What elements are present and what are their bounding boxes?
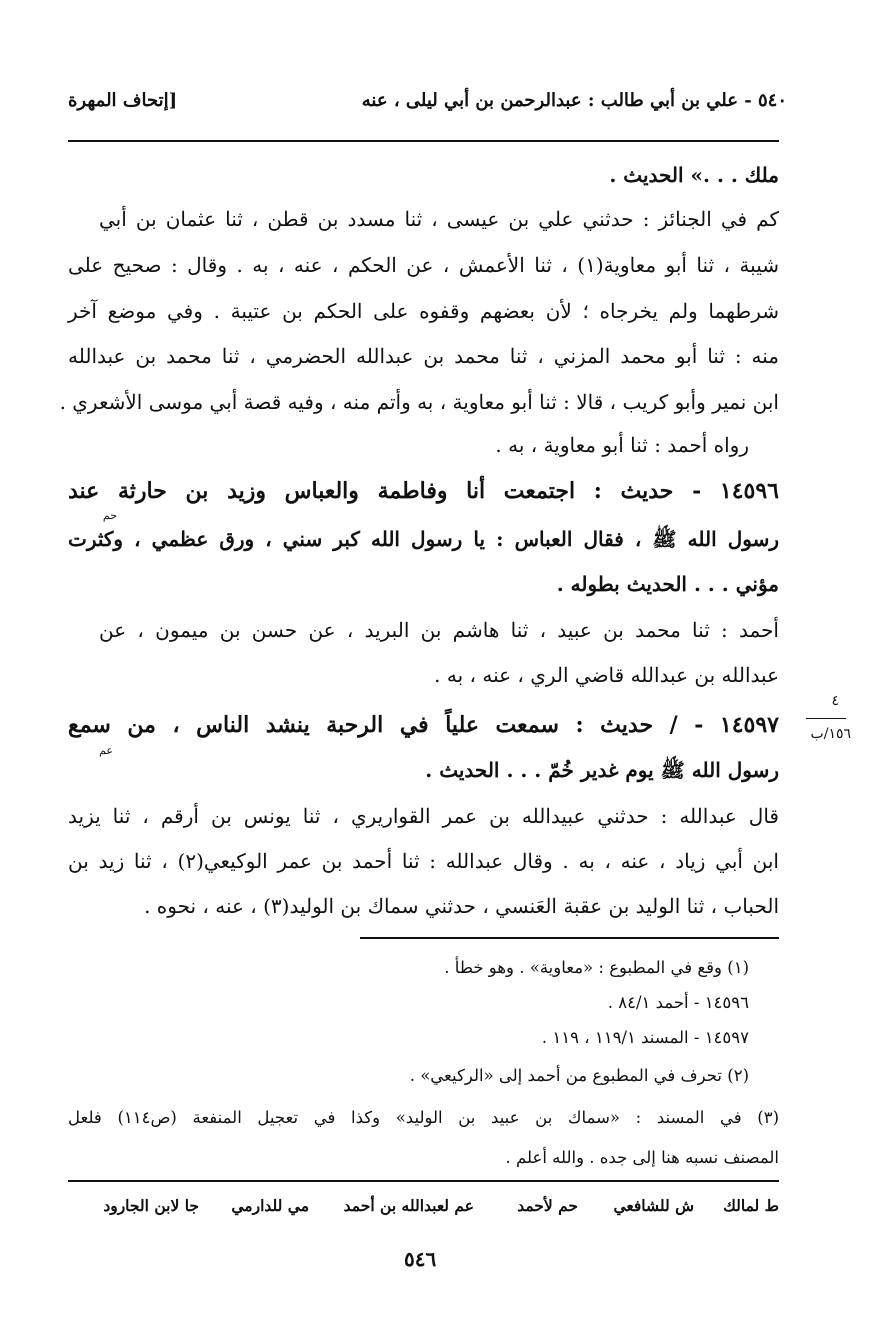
footnote-ref-14597: ١٤٥٩٧ - المسند ١١٩/١ ، ١١٩ . (541, 1028, 749, 1047)
body-line: عبدالله بن عبدالله قاضي الري ، عنه ، به . (434, 663, 779, 687)
source-marker-abdullah: عم (99, 744, 113, 757)
legend-item: جا لابن الجارود (103, 1196, 199, 1215)
running-header-book: [إتحاف المهرة (68, 90, 178, 111)
hadith-heading-14597: ١٤٥٩٧ - / حديث : سمعت علياً في الرحبة ينشد الناس ، من سمع (68, 712, 779, 738)
hadith-heading-14596: ١٤٥٩٦ - حديث : اجتمعت أنا وفاطمة والعباس وزيد بن حارثة عند (68, 478, 779, 504)
body-line: ابن أبي زياد ، عنه ، به . وقال عبدالله : ثنا أحمد بن عمر الوكيعي(٢) ، ثنا زيد بن (68, 849, 779, 873)
body-line: ابن نمير وأبو كريب ، قالا : ثنا أبو معاوية ، به وأتم منه ، وفيه قصة أبي موسى الأشعري . (59, 390, 779, 414)
footnote-1: (١) وقع في المطبوع : «معاوية» . وهو خطأ . (444, 958, 749, 977)
body-line: مؤني . . . الحديث بطوله . (556, 572, 779, 596)
body-line: ملك . . .» الحديث . (609, 163, 779, 187)
legend-rule (68, 1180, 779, 1182)
margin-folio-page: ١٥٦/ب (810, 726, 851, 742)
footnote-separator (360, 937, 779, 939)
body-line: شرطهما ولم يخرجاه ؛ لأن بعضهم وقفوه على الحكم بن عتيبة . وفي موضع آخر (68, 299, 779, 323)
legend-item: عم لعبدالله بن أحمد (343, 1196, 474, 1215)
body-line: قال عبدالله : حدثني عبيدالله بن عمر القواريري ، ثنا يونس بن أرقم ، ثنا يزيد (68, 804, 779, 828)
body-line: رواه أحمد : ثنا أبو معاوية ، به . (495, 433, 749, 457)
body-line: كم في الجنائز : حدثني علي بن عيسى ، ثنا مسدد بن قطن ، ثنا عثمان بن أبي (99, 207, 779, 231)
body-line: أحمد : ثنا محمد بن عبيد ، ثنا هاشم بن البريد ، عن حسن بن ميمون ، عن (99, 618, 779, 642)
running-header-title: ٥٤٠ - علي بن أبي طالب : عبدالرحمن بن أبي ليلى ، عنه (361, 90, 787, 111)
legend-item: حم لأحمد (517, 1196, 578, 1215)
margin-folio-rule (806, 718, 846, 719)
body-line: رسول الله ﷺ ، فقال العباس : يا رسول الله كبر سني ، ورق عظمي ، وكثرت (68, 527, 779, 551)
body-line: منه : ثنا أبو محمد المزني ، ثنا محمد بن عبدالله الحضرمي ، ثنا محمد بن عبدالله (68, 344, 779, 368)
page-number: ٥٤٦ (404, 1247, 437, 1271)
footnote-3-continued: المصنف نسبه هنا إلى جده . والله أعلم . (505, 1148, 779, 1167)
footnote-ref-14596: ١٤٥٩٦ - أحمد ٨٤/١ . (607, 993, 749, 1012)
footnote-3: (٣) في المسند : «سماك بن عبيد بن الوليد» وكذا في تعجيل المنفعة (ص١١٤) فلعل (68, 1108, 779, 1127)
footnote-2: (٢) تحرف في المطبوع من أحمد إلى «الركيعي» . (409, 1066, 749, 1085)
body-line: رسول الله ﷺ يوم غدير خُمّ . . . الحديث . (425, 758, 779, 782)
body-line: الحباب ، ثنا الوليد بن عقبة العَنسي ، حدثني سماك بن الوليد(٣) ، عنه ، نحوه . (144, 894, 779, 918)
header-rule (68, 140, 779, 142)
source-marker-ahmad: حم (102, 509, 117, 522)
legend-item: مي للدارمي (231, 1196, 309, 1215)
margin-folio-number: ٤ (831, 693, 839, 709)
body-line: شيبة ، ثنا أبو معاوية(١) ، ثنا الأعمش ، عن الحكم ، عنه ، به . وقال : صحيح على (68, 253, 779, 277)
legend-item: ش للشافعي (613, 1196, 694, 1215)
legend-item: ط لمالك (723, 1196, 779, 1215)
